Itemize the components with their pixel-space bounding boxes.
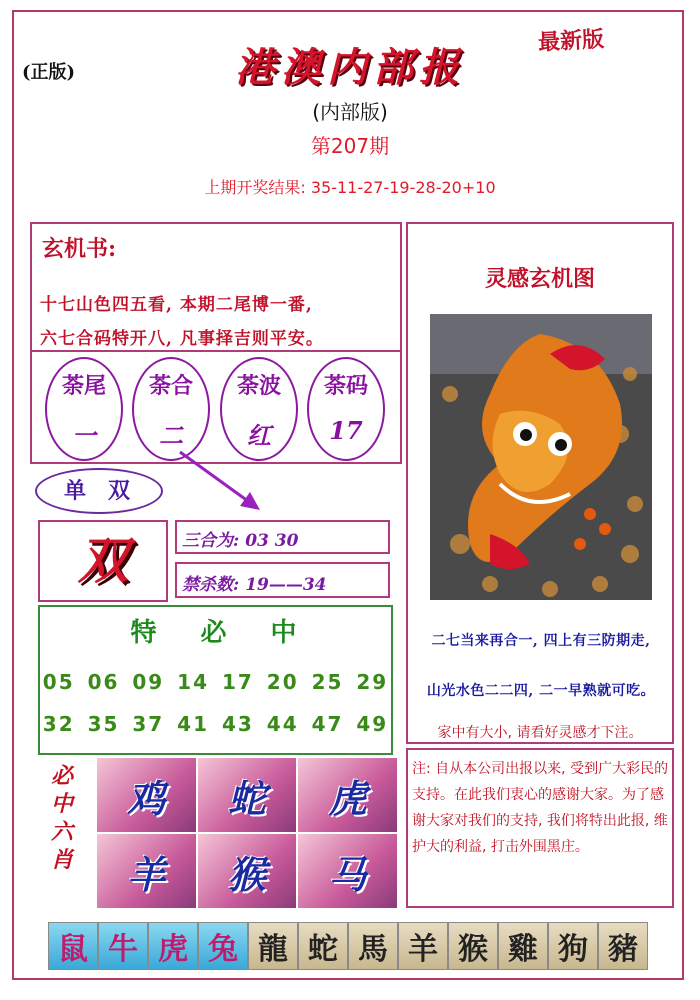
shengxiao-cell: 蛇 [198,758,297,832]
group-label: 荼波 [236,373,281,399]
zodiac-bar [48,922,648,970]
edition-tag: (正版) [22,62,76,83]
jinsha-text: 禁杀数: 19——34 [182,575,327,595]
zodiac-cell: 虎 [148,922,198,970]
danshuang-oval: 单双 [35,468,163,514]
group-value: 红 [247,421,271,450]
shengxiao-label-char: 六 [50,819,73,845]
dragon-illustration-icon [430,314,652,600]
jiazhong-text: 家中有大小, 请看好灵感才下注。 [437,725,643,741]
group-label: 荼尾 [61,373,106,399]
zodiac-cell: 猴 [448,922,498,970]
group-value: 17 [329,416,363,445]
tebi-title: 特必中 [130,618,341,648]
shengxiao-cell: 马 [298,834,397,908]
newest-tag: 最新版 [537,26,605,56]
shengxiao-grid [97,758,397,908]
verse-line-1: 二七当来再合一, 四上有三防期走, [431,633,651,649]
shengxiao-cell: 羊 [97,834,196,908]
zodiac-cell: 牛 [98,922,148,970]
sanhe-text: 三合为: 03 30 [182,531,299,551]
shengxiao-label-char: 肖 [50,847,73,873]
xuanji-line-1: 十七山色四五看, 本期二尾博一番, [40,295,313,315]
note-text: 注: 自从本公司出报以来, 受到广大彩民的支持。在此我们衷心的感谢大家。为了感谢大家对我们的支持, 我们将特出此报, 维护大的利益, 打击外围黑庄。 [412,761,669,855]
xuanji-line-2: 六七合码特开八, 凡事择吉则平安。 [40,329,324,349]
group-label: 荼码 [323,373,368,399]
shuang-big: 双 [78,531,128,590]
zodiac-cell: 雞 [498,922,548,970]
shengxiao-cell: 鸡 [97,758,196,832]
shengxiao-label [40,762,84,874]
zodiac-cell: 豬 [598,922,648,970]
group-value: 二 [159,421,183,450]
last-result: 上期开奖结果: 35-11-27-19-28-20+10 [204,178,496,197]
zodiac-cell: 馬 [348,922,398,970]
group-value: 一 [72,421,96,450]
tebi-row-1: 05 06 09 14 17 20 25 29 [42,670,389,694]
zodiac-cell: 羊 [398,922,448,970]
dragon-image [430,314,652,600]
subtitle: (内部版) [312,100,388,124]
issue-number: 第207期 [310,134,390,158]
shengxiao-cell: 猴 [198,834,297,908]
xuanji-title: 玄机书: [42,236,117,262]
page-title: 港澳内部报 [235,44,465,91]
verse-line-2: 山光水色二二四, 二一早熟就可吃。 [426,683,656,699]
right-title: 灵感玄机图 [484,266,595,292]
zodiac-cell: 兔 [198,922,248,970]
zodiac-cell: 龍 [248,922,298,970]
zodiac-cell: 鼠 [48,922,98,970]
group-oval-ma [307,357,385,461]
shengxiao-label-char: 必 [50,763,73,789]
zodiac-cell: 蛇 [298,922,348,970]
tebi-row-2: 32 35 37 41 43 44 47 49 [42,712,389,736]
shengxiao-cell: 虎 [298,758,397,832]
arrow-icon [170,440,270,520]
group-label: 荼合 [148,373,193,399]
group-oval-tail [45,357,123,461]
shengxiao-label-char: 中 [50,791,73,817]
zodiac-cell: 狗 [548,922,598,970]
